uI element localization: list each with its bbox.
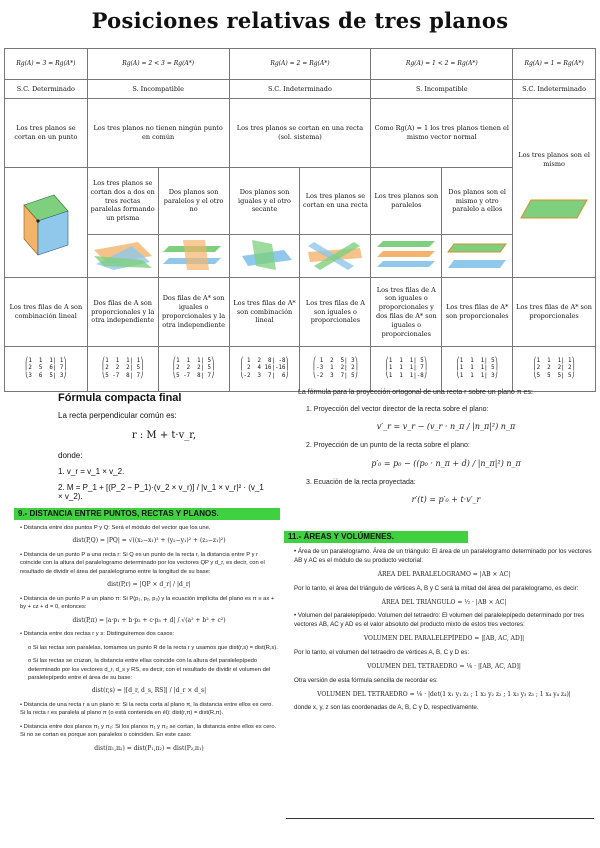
illustration-row (5, 235, 596, 278)
combination-cell: Los tres filas de A son iguales o proporcionales y dos filas de A* son iguales o proporcionales (371, 278, 442, 347)
subcase-cell: Dos planos son paralelos y el otro no (158, 168, 229, 235)
paragraph: • Distancia entre dos rectas r y s: Distinguiremos dos casos: (20, 631, 175, 638)
paragraph: Por lo tanto, el volumen del tetraedro de vértices A, B, C y D es: (294, 648, 470, 656)
common-line-illustration (304, 238, 366, 272)
description-cell (513, 99, 596, 278)
matrix-cell (513, 347, 596, 392)
two-same-parallel-illustration (446, 238, 508, 272)
section-11-content (294, 548, 594, 718)
compact-formula-box (58, 388, 270, 506)
paragraph: • Área de un paralelogramo. Área de un triángulo: El área de un paralelogramo determinado por los vectores AB y AC es el módulo de su producto vectorial: (294, 548, 592, 564)
prism-illustration-cell (5, 168, 88, 278)
description-cell: Los tres planos se cortan en un punto (5, 99, 88, 168)
description-cell: Los tres planos no tienen ningún punto en común (87, 99, 229, 168)
section-11-heading: 11.- ÁREAS Y VOLÚMENES. (284, 531, 468, 543)
augmented-matrix: ⎛1 1 1| 5⎞ ⎜2 2 2| 5⎟ ⎝5 -7 8| 7⎠ (172, 358, 215, 379)
section-9-content (20, 524, 278, 758)
augmented-matrix: ⎛1 1 1| 1⎞ ⎜2 5 6| 7⎟ ⎝3 6 5| 3⎠ (24, 358, 67, 379)
compact-formula-donde: donde: (58, 451, 83, 460)
formula: VOLUMEN DEL TETRAEDRO = ⅙ · |[AB, AC, AD]| (367, 662, 521, 670)
paragraph: • Distancia entre dos puntos P y Q: Será el módulo del vector que los une. (20, 525, 211, 531)
augmented-matrix: ⎛1 1 1| 5⎞ ⎜1 1 1| 5⎟ ⎝1 1 1| 3⎠ (456, 358, 499, 379)
compact-formula-title: Fórmula compacta final (58, 392, 182, 404)
rank-cell: Rg(A) = 3 = Rg(A*) (5, 49, 88, 80)
description-text: Los tres planos son el mismo (518, 150, 590, 168)
paragraph: • Distancia entre dos planos π₁ y π₂: Si los planos π₁ y π₂ se cortan, la distancia entre ellos es cero. Si no se cortan es porque son paralelos o coinciden. En este caso: (20, 723, 277, 739)
section-9-heading: 9.- DISTANCIA ENTRE PUNTOS, RECTAS Y PLANOS. (14, 508, 280, 520)
subcase-cell: Los tres planos son paralelos (371, 168, 442, 235)
rank-cell: Rg(A) = 2 < 3 = Rg(A*) (87, 49, 229, 80)
formula: dist(r,s) = |[d_r, d_s, RS]| / |d_r × d_s| (91, 687, 207, 695)
formula: p′₀ = p₀ − ((p₀ · n_π + d) / |n_π|²) n_π (371, 458, 521, 468)
system-cell: S.C. Indeterminado (513, 80, 596, 99)
system-cell: S.C. Determinado (5, 80, 88, 99)
system-row (5, 80, 596, 99)
rank-cell: Rg(A) = 1 < 2 = Rg(A*) (371, 49, 513, 80)
matrix-cell (442, 347, 513, 392)
system-cell: S. Incompatible (371, 80, 513, 99)
paragraph: Otra versión de esta fórmula sencilla de recordar es: (294, 676, 438, 684)
subcase-cell: Los tres planos se cortan en una recta (300, 168, 371, 235)
paragraph: o Si las rectas son paralelas, tomamos un punto R de la recta r y usamos que dist(r,s) = dist(R,s). (28, 644, 278, 651)
step: 1. Proyección del vector director de la recta sobre el plano: (306, 405, 489, 413)
paragraph: o Si las rectas se cruzan, la distancia entre ellas coincide con la altura del paralelepípedo determinado por los vectores d_r, d_s y RS, es decir, con el resultado de dividir el volumen del paralelepípedo entre el área de su base: (28, 658, 271, 681)
augmented-matrix: ⎛1 1 1| 5⎞ ⎜1 1 1| 7⎟ ⎝1 1 1|-8⎠ (385, 358, 428, 379)
formula: dist(P,Q) = |PQ| = √((x₂−x₁)² + (y₂−y₁)² + (z₂−z₁)²) (72, 537, 226, 545)
description-row (5, 99, 596, 168)
paragraph: donde x, y, z son las coordenadas de A, B, C y D, respectivamente. (294, 704, 479, 712)
formula: VOLUMEN DEL TETRAEDRO = ⅙ · |det(1 x₁ y₁ z₁ ; 1 x₂ y₂ z₂ ; 1 x₃ y₃ z₃ ; 1 x₄ y₄ z₄)| (317, 690, 571, 698)
formula: r′(t) = p′₀ + t·v′_r (411, 495, 481, 504)
augmented-matrix: ⎛ 1 2 8| -8⎞ ⎜ 2 4 16|-16⎟ ⎝-2 3 7| 6⎠ (240, 358, 289, 379)
compact-formula-item: 1. v_r = v_1 × v_2. (58, 467, 125, 476)
matrix-cell (229, 347, 300, 392)
illustration-cell (87, 235, 158, 278)
planes-table (4, 48, 596, 392)
subcase-row (5, 168, 596, 235)
combination-cell: Los tres filas de A son iguales o proporcionales (300, 278, 371, 347)
description-cell: Los tres planos se cortan en una recta (sol. sistema) (229, 99, 371, 168)
formula: ÁREA DEL TRIÁNGULO = ½ · |AB × AC| (381, 598, 507, 606)
paragraph: • Distancia de un punto P a un plano π: Si P(p₁, p₂, p₃) y la ecuación implícita del plano es π ≡ ax + by + cz + d = 0, entonces: (20, 595, 275, 611)
matrix-cell (158, 347, 229, 392)
page-title: Posiciones relativas de tres planos (91, 8, 509, 33)
matrix-row (5, 347, 596, 392)
illustration-cell (371, 235, 442, 278)
combination-cell: Dos filas de A son proporcionales y la otra independiente (87, 278, 158, 347)
paragraph: • Volumen del paralelepípedo. Volumen del tetraedro: El volumen del paralelepípedo determinado por tres vectores AB, AC y AD es el valor absoluto del producto mixto de estos tres vectores: (294, 612, 585, 629)
illustration-cell (300, 235, 371, 278)
three-parallel-illustration (375, 238, 437, 272)
formula: dist(P,r) = |QP × d_r| / |d_r| (107, 581, 191, 589)
description-cell: Como Rg(A) = 1 los tres planos tienen el mismo vector normal (371, 99, 513, 168)
combination-cell: Los tres filas de A son combinación lineal (5, 278, 88, 347)
subcase-cell: Dos planos son iguales y el otro secante (229, 168, 300, 235)
matrix-cell (5, 347, 88, 392)
formula: dist(π₁,π₂) = dist(P₁,π₂) = dist(P₂,π₁) (94, 744, 204, 752)
parallel-secant-illustration (163, 238, 225, 272)
subcase-cell: Los tres planos se cortan dos a dos en tres rectas paralelas formando un prisma (87, 168, 158, 235)
cube-planes-illustration (16, 181, 76, 261)
formula: VOLUMEN DEL PARALELEPÍPEDO = |[AB, AC, AD]| (363, 635, 525, 643)
paragraph: Por lo tanto, el área del triángulo de vértices A, B y C será la mitad del área del paralelogramo, es decir: (294, 584, 579, 592)
illustration-cell (229, 235, 300, 278)
combination-row (5, 278, 596, 347)
matrix-cell (300, 347, 371, 392)
formula: dist(P,π) = |a·p₁ + b·p₂ + c·p₃ + d| / √(a² + b² + c²) (72, 616, 226, 624)
projection-section (298, 388, 594, 514)
rank-cell: Rg(A) = 2 = Rg(A*) (229, 49, 371, 80)
formula: ÁREA DEL PARALELOGRAMO = |AB × AC| (377, 570, 511, 578)
formula: v′_r = v_r − (v_r · n_π / |n_π|²) n_π (376, 422, 516, 431)
combination-cell: Dos filas de A* son iguales o proporcionales y la otra independiente (158, 278, 229, 347)
paragraph: • Distancia de una recta r a un plano π: Si la recta corta al plano π, la distancia entre ellos es cero. Si la recta r es paralela al plano π (o está contenida en él): dist(r,π) = dist(R,π). (20, 702, 273, 717)
prism-planes-illustration (92, 238, 154, 272)
divider (286, 818, 594, 819)
rank-row (5, 49, 596, 80)
combination-cell: Los tres filas de A* son proporcionales (513, 278, 596, 347)
augmented-matrix: ⎛1 1 1| 1⎞ ⎜2 2 2| 5⎟ ⎝5 -7 8| 7⎠ (101, 358, 144, 379)
equal-secant-illustration (234, 238, 296, 272)
augmented-matrix: ⎛ 1 2 5| 3⎞ ⎜-3 1 2| 2⎟ ⎝-2 3 7| 5⎠ (312, 358, 359, 379)
step: 2. Proyección de un punto de la recta sobre el plano: (306, 442, 470, 449)
subcase-cell: Dos planos son el mismo y otro paralelo a ellos (442, 168, 513, 235)
system-cell: S. Incompatible (87, 80, 229, 99)
illustration-cell (442, 235, 513, 278)
combination-cell: Los tres filas de A* son combinación lineal (229, 278, 300, 347)
augmented-matrix: ⎛1 1 1| 1⎞ ⎜2 2 2| 2⎟ ⎝5 5 5| 5⎠ (533, 358, 576, 379)
plane-illustration (519, 196, 589, 222)
rank-cell: Rg(A) = 1 = Rg(A*) (513, 49, 596, 80)
step: 3. Ecuación de la recta proyectada: (306, 478, 416, 486)
combination-cell: Los tres filas de A* son proporcionales (442, 278, 513, 347)
matrix-cell (87, 347, 158, 392)
matrix-cell (371, 347, 442, 392)
illustration-cell (158, 235, 229, 278)
compact-formula-intro: La recta perpendicular común es: (58, 411, 177, 420)
system-cell: S.C. Indeterminado (229, 80, 371, 99)
compact-formula-item: 2. M = P_1 + [(P_2 − P_1)·(v_2 × v_r)] / |v_1 × v_r|² · (v_1 × v_2). (58, 483, 264, 501)
paragraph: La fórmula para la proyección ortogonal de una recta r sobre un plano π es: (298, 389, 533, 396)
paragraph: • Distancia de un punto P a una recta r: Si Q es un punto de la recta r, la distancia entre P y r coincide con la altura del paralelogramo determinado por los vectores QP y d_r, es decir, con el resultado de dividir el área del paralelogramo entre la longitud de su base: (20, 552, 265, 575)
perpendicular-line-equation: r : M + t·v_r, (131, 430, 197, 441)
